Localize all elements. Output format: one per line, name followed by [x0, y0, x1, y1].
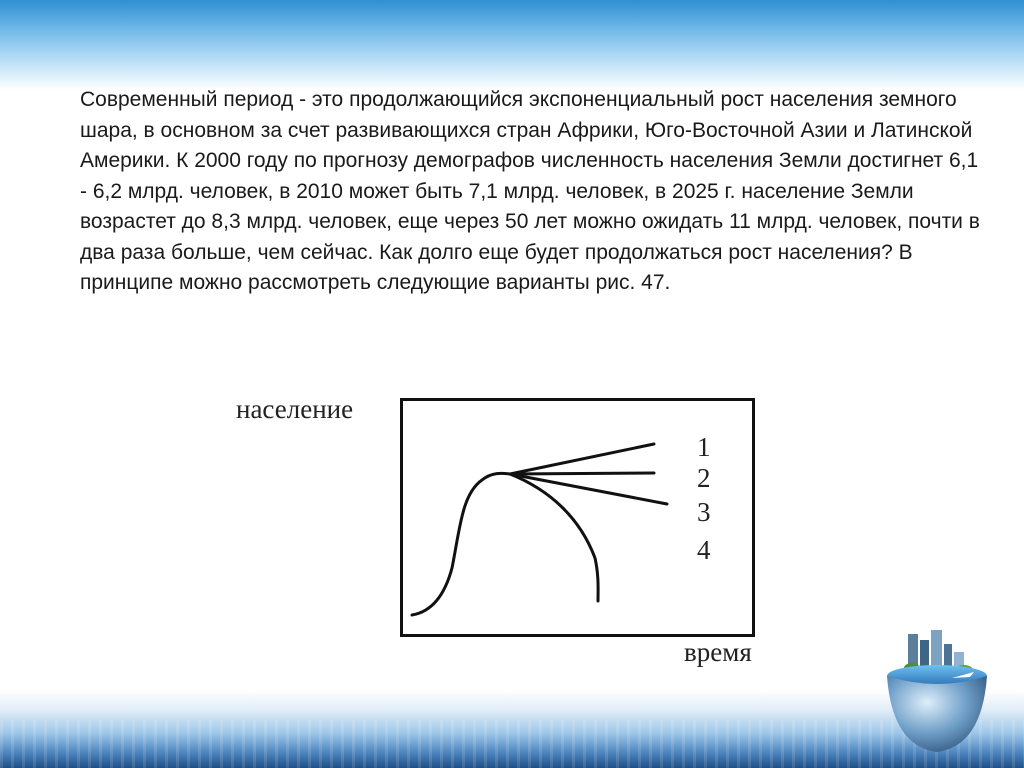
curve-3-line — [510, 474, 667, 504]
curve-label-4: 4 — [697, 535, 711, 565]
top-gradient-band — [0, 0, 1024, 90]
x-axis-label: время — [684, 637, 752, 667]
curve-label-1: 1 — [697, 432, 711, 462]
curve-label-2: 2 — [697, 463, 711, 493]
curve-2-line — [510, 473, 654, 474]
y-axis-label: население — [236, 394, 354, 424]
curve-label-3: 3 — [697, 497, 711, 527]
curve-1-line — [510, 444, 654, 474]
globe-city-icon — [882, 628, 992, 768]
bottom-water-band — [0, 690, 1024, 768]
slide-paragraph: Современный период - это продолжающийся экспоненциальный рост населения земного шара, в основном за счет развивающихся стран Африки, Юго-Восточной Азии и Латинской Америки. К 2000 году по прогнозу демографов численность населения Земли достигнет 6,1 - 6,2 млрд. человек, в 2010 может быть 7,1 млрд. человек, в 2025 г. население Земли возрастет до 8,3 млрд. человек, еще через 50 лет можно ожидать 11 млрд. человек, почти в два раза больше, чем сейчас. Как долго еще будет продолжаться рост населения? В принципе можно рассмотреть следующие варианты рис. 47. — [80, 88, 980, 294]
curve-4-line — [510, 474, 598, 601]
s-curve-growth — [412, 473, 510, 615]
